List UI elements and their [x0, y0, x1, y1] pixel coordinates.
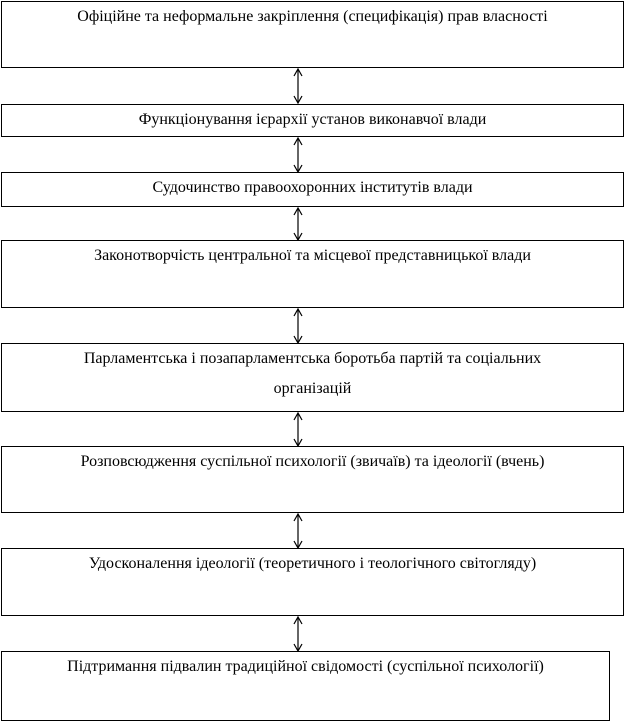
box-label: Функціонування ієрархії установ виконавчої влади: [138, 111, 487, 128]
box-property-rights: [1, 1, 624, 68]
double-arrow-icon: [290, 513, 306, 549]
box-label: Підтримання підвалин традиційної свідомості (суспільної психології): [67, 658, 544, 675]
box-label: Парламентська і позапарламентська боротьба партій та соціальних організацій: [83, 350, 542, 397]
box-traditional-consciousness: [1, 651, 610, 721]
double-arrow-icon: [290, 616, 306, 652]
box-ideology-improvement: [1, 548, 624, 616]
double-arrow-icon: [290, 308, 306, 344]
double-arrow-icon: [290, 207, 306, 241]
box-label: Законотворчість центральної та місцевої представницької влади: [94, 247, 531, 264]
box-psychology-spread: [1, 446, 624, 513]
box-label: Розповсюдження суспільної психології (звичаїв) та ідеології (вчень): [80, 453, 545, 470]
box-executive-hierarchy: [1, 104, 624, 137]
double-arrow-icon: [290, 68, 306, 104]
box-label: Судочинство правоохоронних інститутів влади: [152, 179, 473, 196]
box-label: Офіційне та неформальне закріплення (специфікація) прав власності: [77, 8, 548, 25]
double-arrow-icon: [290, 137, 306, 173]
box-party-struggle: [1, 343, 624, 412]
box-lawmaking: [1, 240, 624, 308]
box-label: Удосконалення ідеології (теоретичного і теологічного світогляду): [88, 555, 537, 572]
box-judiciary: [1, 172, 624, 207]
double-arrow-icon: [290, 412, 306, 447]
